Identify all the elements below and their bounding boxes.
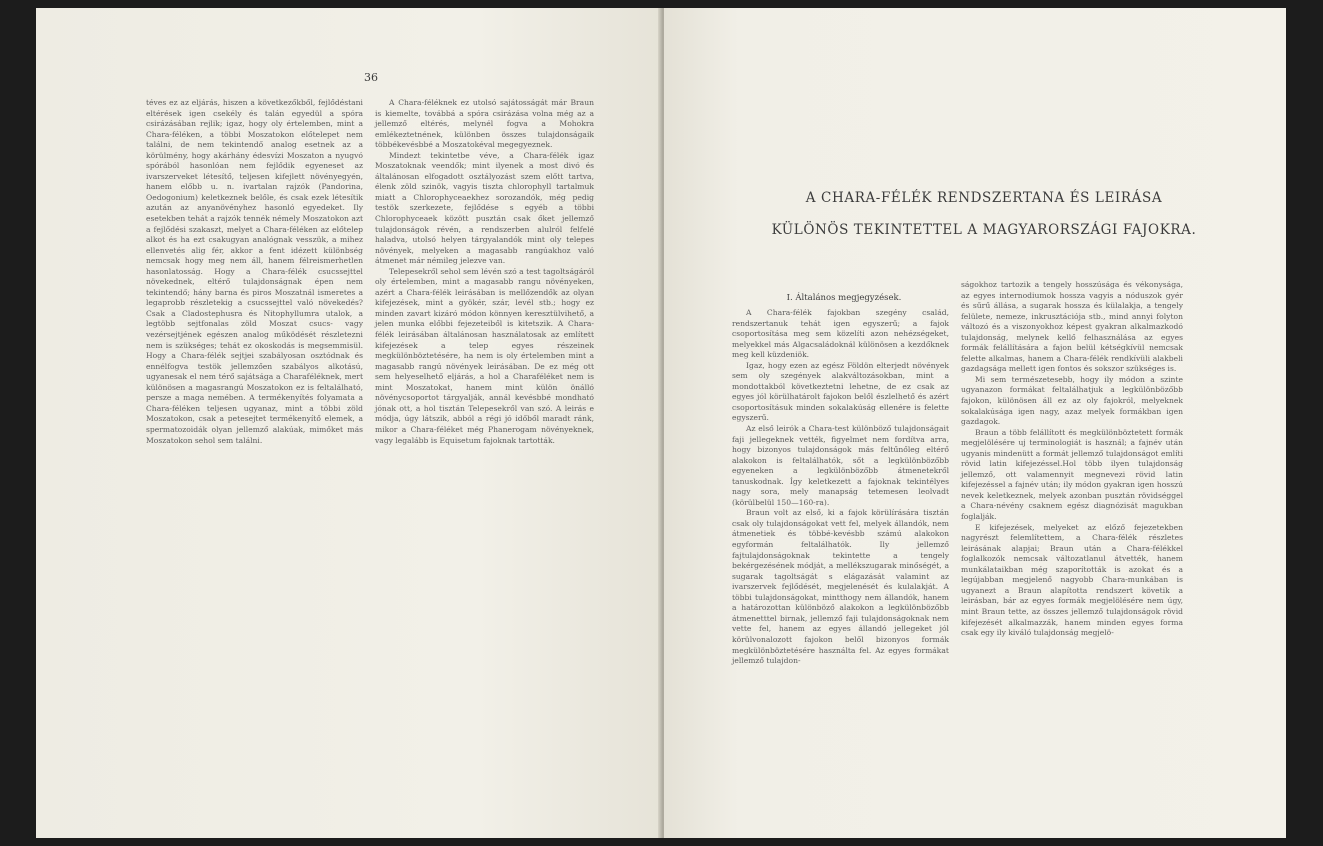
right-page: [664, 8, 1286, 838]
left-column-2: [375, 98, 594, 446]
page-number: 36: [364, 71, 378, 84]
paragraph: A Chara-féléknek ez utolsó sajátosságát már Braun is kiemelte, továbbá a spóra csirázása volna még az a jellemző eltérés, melynél fogva a Mohokra emlékeztetnének, különben összes tulajdonságaik többékevésbbé a Moszatokéval megegyeznek.: [375, 98, 594, 150]
paragraph: Mindezt tekintetbe véve, a Chara-félék igaz Moszatoknak veendők; mint ilyenek a most divó és általánosan elfogadott osztályozást szem előtt tartva, élenk zöld szinök, vagyis tiszta chlorophyll tartalmuk miatt a Chlorophyceaekhez sorozandók, még pedig testök szerkezete, fejlődése s egyéb a többi Chlorophyceaek között pusztán csak őket jellemző tulajdonságok révén, a rendszerben alulról felfelé haladva, utolsó helyen tárgyalandók mint oly telepes növények, melyeken a magasabb rangúakhoz való átmenet már némileg jelezve van.: [375, 150, 594, 266]
paragraph: Braun a több felállított és megkülönböztetett formák megjelölésére uj terminologiát is használ; a fajnév után ugyanis mindenütt a formát jellemző tulajdonságot említi rövid latin kifejezéssel.Hol több ilyen tulajdonság jellemző, ott valamennyit megnevezi rövid latin kifejezéssel a fajnév után; ily módon gyakran igen hosszú nevek keletkeznek, melyek azonban pusztán rövidséggel a Chara-névény csaknem egész diagnózisát magukban foglalják.: [961, 427, 1183, 522]
paragraph: Igaz, hogy ezen az egész Földön elterjedt növények sem oly szegények alakváltozásokban, mint a mondottakból következtetni lehetne, de ez csak az egyes jól körülhatárolt fajokon belől észlelhető és azért csoportosításuk minden sokalakúság ellenére is felette egyszerű.: [732, 360, 949, 423]
right-column-2: [961, 280, 1183, 639]
section-heading: I. Általános megjegyzések.: [786, 293, 902, 303]
chapter-title-line-2: KÜLÖNÖS TEKINTETTEL A MAGYARORSZÁGI FAJOKRA.: [771, 222, 1197, 238]
left-page: [36, 8, 662, 838]
chapter-title-line-1: A CHARA-FÉLÉK RENDSZERTANA ÉS LEIRÁSA: [805, 190, 1163, 206]
paragraph: téves ez az eljárás, hiszen a következőkből, fejlődéstani eltérések igen csekély és talán egyedül a spóra csirázásában rejlik; igaz, hogy oly értelemben, mint a Chara-féléken, a többi Moszatokon előtelepet nem találni, de nem tekintendő analog esetnek az a körülmény, hogy akárhány édesvízi Moszaton a nyugvó spórából hasonlóan nem fejlődik egyeneset az ivarszerveket létesítő, teljesen kifejlett növényegyén, hanem előbb u. n. ivartalan rajzók (Pandorina, Oedogonium) keletkeznek belőle, és csak ezek létesítik azután az anyanövényhez hasonló egyedeket. Ily esetekben tehát a rajzók tennék némely Moszatokon azt a fejlődési szakaszt, melyet a Chara-féléken az előtelep alkot és ha ezt csakugyan analógnak vesszük, a mihez ellenvetés alig fér, akkor a fent idézett különbség nemcsak hogy meg nem áll, hanem félreismerhetlen hasonlatosság. Hogy a Chara-félék csucssejttel növekednek, eltérő tulajdonságnak épen nem tekintendő; hány barna és piros Moszatnál ismeretes a legaprobb részletekig a csucssejttel való növekedés? Csak a Cladostephusra és Nitophyllumra utalok, a legtöbb sejtfonalas zöld Moszat csucs- vagy vezérsejtjének egészen analog működését részletezni nem is szükséges; tehát ez okoskodás is megsemmisül. Hogy a Chara-félék sejtjei szabályosan osztódnak és ennélfogva testök jellemzően szabályos alkotású, ugyanesak el nem térő sajátsága a Charaféléknek, mert különösen a magasrangú Moszatokon ez is feltalálható, persze a maga nemében. A termékenyítés folyamata a Chara-féléken teljesen ugyanaz, mint a többi zöld Moszatokon, csak a petesejtet termékenyítő elemek, a spermatozoidák olyan jellemző alakúak, mimőket más Moszatokon sehol sem találni.: [146, 98, 363, 445]
paragraph: Mi sem természetesebb, hogy ily módon a szinte ugyanazon formákat feltalálhatjuk a legkülönbözőbb fajokon, különösen áll ez az oly fajokról, melyeknek sokalakúsága igen nagy, azaz melyek formákban igen gazdagok.: [961, 374, 1183, 427]
left-column-1: [146, 98, 363, 446]
paragraph: Az első leirók a Chara-test különböző tulajdonságait faji jellegeknek vették, figyelmet nem fordítva arra, hogy bizonyos tulajdonságok más feltűnőleg eltérő alakokon is feltalálhatók, sőt a legkülönbözőbb egyeneken a legkülönbözőbb átmenetekről tanuskodnak. Így keletkezett a fajoknak tekintélyes nagy sora, mely manapság tetemesen leolvadt (körülbelül 150—160-ra).: [732, 424, 949, 507]
paragraph: Telepesekről sehol sem lévén szó a test tagoltságáról oly értelemben, mint a magasabb rangu növényeken, azért a Chara-félék leirásában is mellőzendők az olyan kifejezések, mint a gyökér, szár, levél stb.; hogy ez minden zavart kizáró módon könnyen keresztülvihető, a jelen munka előbbi fejezeteiből is kitetszik. A Chara-félék leirásában általánosan használatosak az említett kifejezések a telep egyes részeinek megkülönböztetésére, ha nem is oly értelemben mint a magasabb rangú növények leirásában. De ez még ott sem helyeselhető eljárás, a hol a Charaféléket nem is mint Moszatokat, hanem mint külön önálló növénycsoportot tárgyalják, annál kevésbbé mondható jónak ott, a hol tisztán Telepesekről van szó. A leirás e módja, úgy látszik, abból a régi jó időből maradt ránk, mikor a Chara-féléket még Phanerogam növényeknek, vagy legalább is Equisetum fajoknak tartották.: [375, 266, 594, 445]
paragraph: Braun volt az első, ki a fajok körülírására tisztán csak oly tulajdonságokat vett fel, melyek állandók, nem átmenetiek és többé-kevésbb számú alakokon egyformán feltalálhatók. Ily jellemző fajtulajdonságoknak tekintette a tengely bekérgezésének módját, a mellékszugarak minőségét, a sugarak tagoltságát s elágazását valamint az ivarszervek fejlődését, megjelenését és kulalakját. A többi tulajdonságokat, mintthogy nem állandók, hanem a határozottan különböző alakokon a legkülönbözőbb átmenetttel birnak, jellemző faji tulajdonságoknak nem vette fel, hanem az egyes állandó jellegeket jól körülvonalozott fajokon belől bizonyos formák megkülönböztetésére használta fel. Az egyes formákat jellemző tulajdon-: [732, 508, 949, 666]
right-column-1: [732, 308, 949, 667]
paragraph: E kifejezések, melyeket az előző fejezetekben nagyrészt felemlítettem, a Chara-félék részletes leirásának alapjai; Braun után a Chara-félékkel foglalkozók nemcsak változatlanul átvették, hanem munkálataikban még szaporították is azokat és a legújabban megjelenő nagyobb Chara-munkában is ugyanezt a Braun alapította rendszert követik a leirásban, bár az egyes formák megjelölésére nem úgy, mint Braun tette, az összes jellemző tulajdonságok rövid kifejezését alkalmazzák, hanem minden egyes forma csak egy ily kiváló tulajdonság megjelö-: [961, 522, 1183, 638]
paragraph: ságokhoz tartozik a tengely hosszúsága és vékonysága, az egyes internodiumok hossza vagyis a nóduszok gyér és sűrű állása, a sugarak hossza és külalakja, a tengely felülete, nemeze, inkrusztációja stb., mind annyi folyton változó és a viszonyokhoz képest gyakran alkalmazkodó tulajdonság, melynek kellő felhasználása az egyes formák felállítására a fajon belül kétségkívül nemcsak felette alkalmas, hanem a Chara-félék rendkívüli alakbeli gazdagsága mellett igen fontos és sokszor szükséges is.: [961, 280, 1183, 374]
paragraph: A Chara-félék fajokban szegény család, rendszertanuk tehát igen egyszerű; a fajok csoportosítása meg sem közelíti azon nehézségeket, melyekkel más Algacsaládoknál különösen a kezdőknek meg kell küzdeniök.: [732, 308, 949, 360]
